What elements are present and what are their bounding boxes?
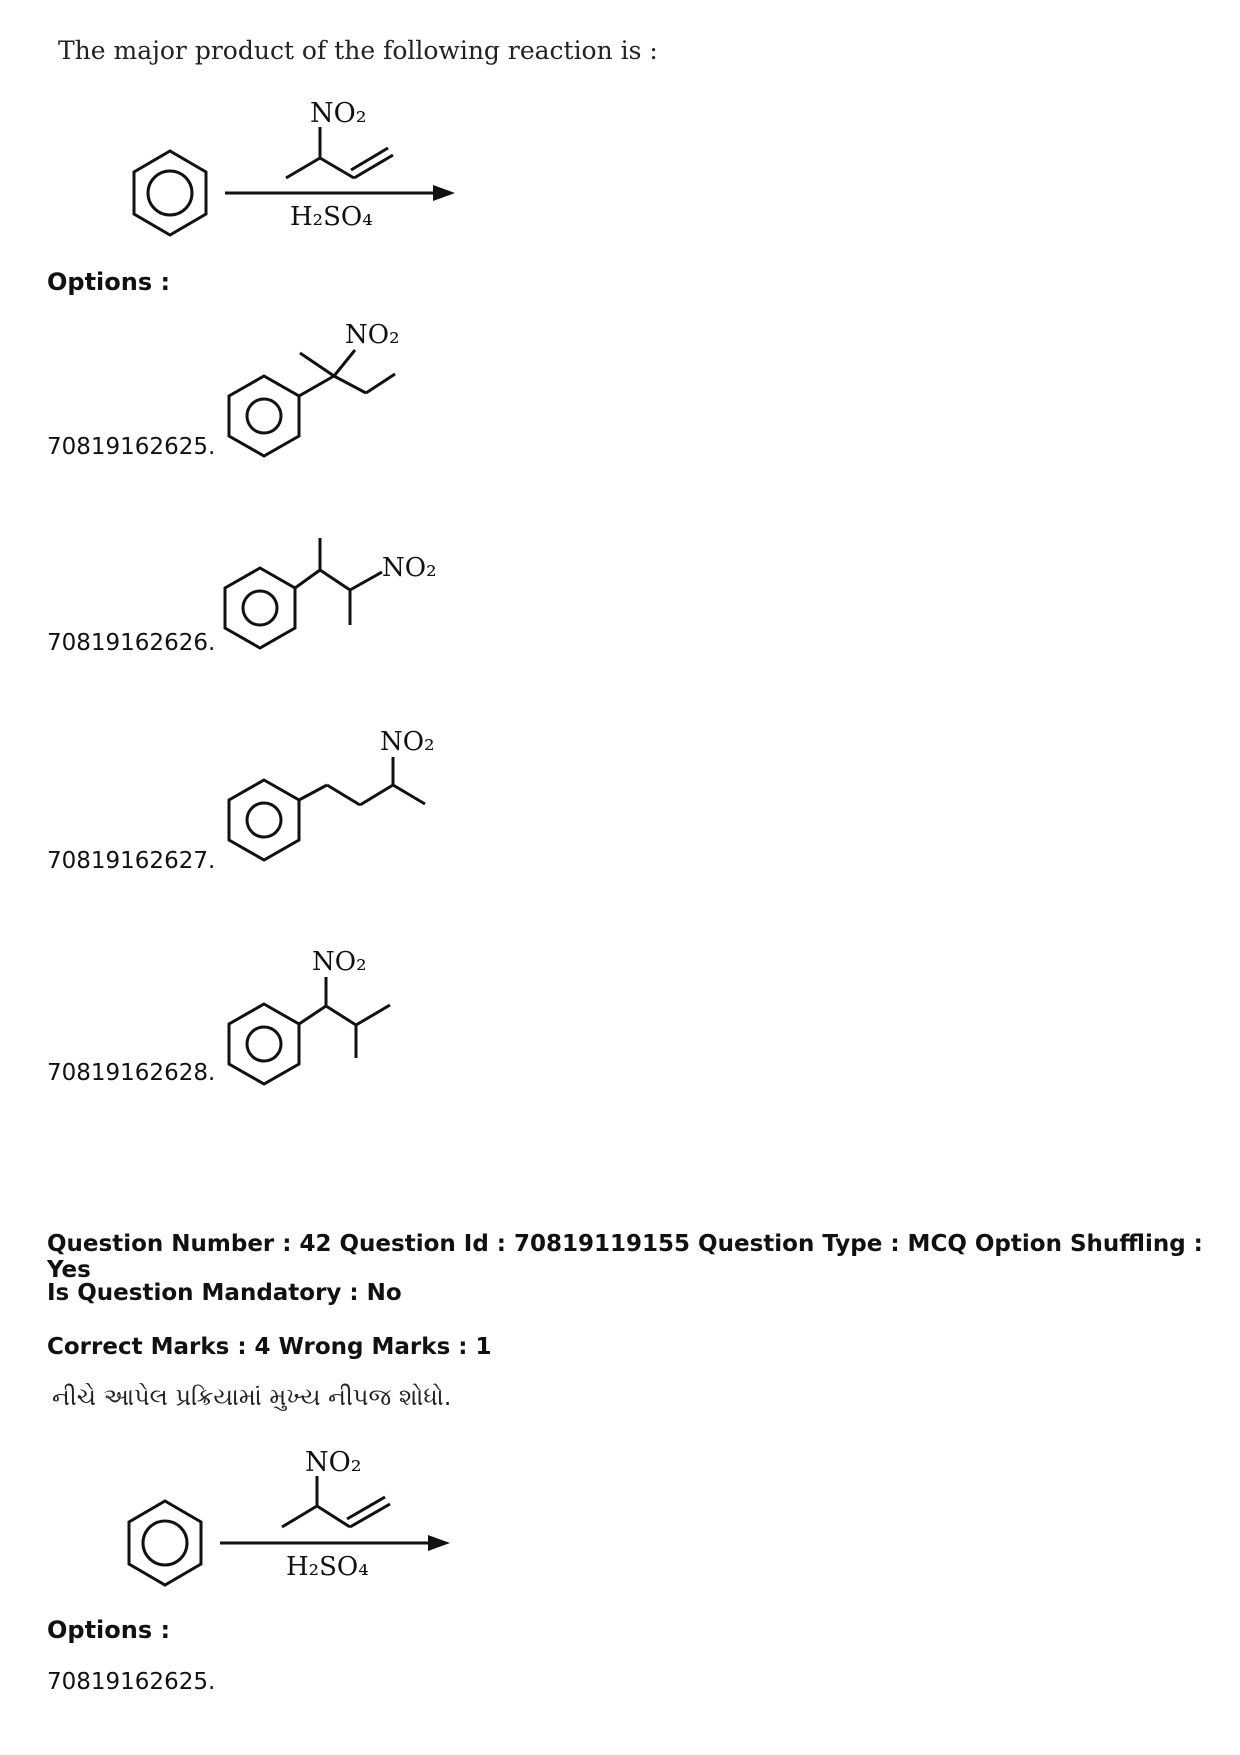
options-label-2: Options : xyxy=(47,1616,171,1644)
arrow-head xyxy=(433,185,455,201)
option-1-id[interactable]: 70819162625. xyxy=(47,434,216,460)
reagent-nitro-label: NO₂ xyxy=(310,98,367,129)
option-3-nitro: NO₂ xyxy=(380,727,435,757)
reaction-condition-2: H₂SO₄ xyxy=(286,1552,369,1582)
reagent-structure-2 xyxy=(282,1476,390,1527)
reaction-scheme-2 xyxy=(0,1430,600,1610)
option-2-id[interactable]: 70819162626. xyxy=(47,630,216,656)
options-label: Options : xyxy=(47,268,171,296)
reagent-nitro-label-2: NO₂ xyxy=(305,1447,362,1478)
question-text-gujarati: નીચે આપેલ પ્રક્રિયામાં મુખ્ય નીપજ શોધો. xyxy=(52,1383,452,1411)
reaction-scheme xyxy=(0,0,1240,260)
question-meta-line-3: Correct Marks : 4 Wrong Marks : 1 xyxy=(47,1334,492,1360)
option-1-nitro: NO₂ xyxy=(345,320,400,350)
benzene-ring-2 xyxy=(129,1501,201,1585)
reagent-structure xyxy=(286,127,393,178)
option-3-id[interactable]: 70819162627. xyxy=(47,848,216,874)
reaction-condition: H₂SO₄ xyxy=(290,202,373,232)
question-meta-line-1: Question Number : 42 Question Id : 70819119155 Question Type : MCQ Option Shuffling : Yes xyxy=(47,1231,1203,1283)
option-4-id[interactable]: 70819162628. xyxy=(47,1060,216,1086)
option-2-nitro: NO₂ xyxy=(382,553,437,583)
option-4-nitro: NO₂ xyxy=(312,947,367,977)
question-text: The major product of the following reaction is : xyxy=(58,36,658,65)
option-1-id-q2[interactable]: 70819162625. xyxy=(47,1669,216,1695)
arrow-head-2 xyxy=(428,1535,450,1551)
question-meta-line-2: Is Question Mandatory : No xyxy=(47,1280,402,1306)
benzene-ring xyxy=(134,151,206,235)
